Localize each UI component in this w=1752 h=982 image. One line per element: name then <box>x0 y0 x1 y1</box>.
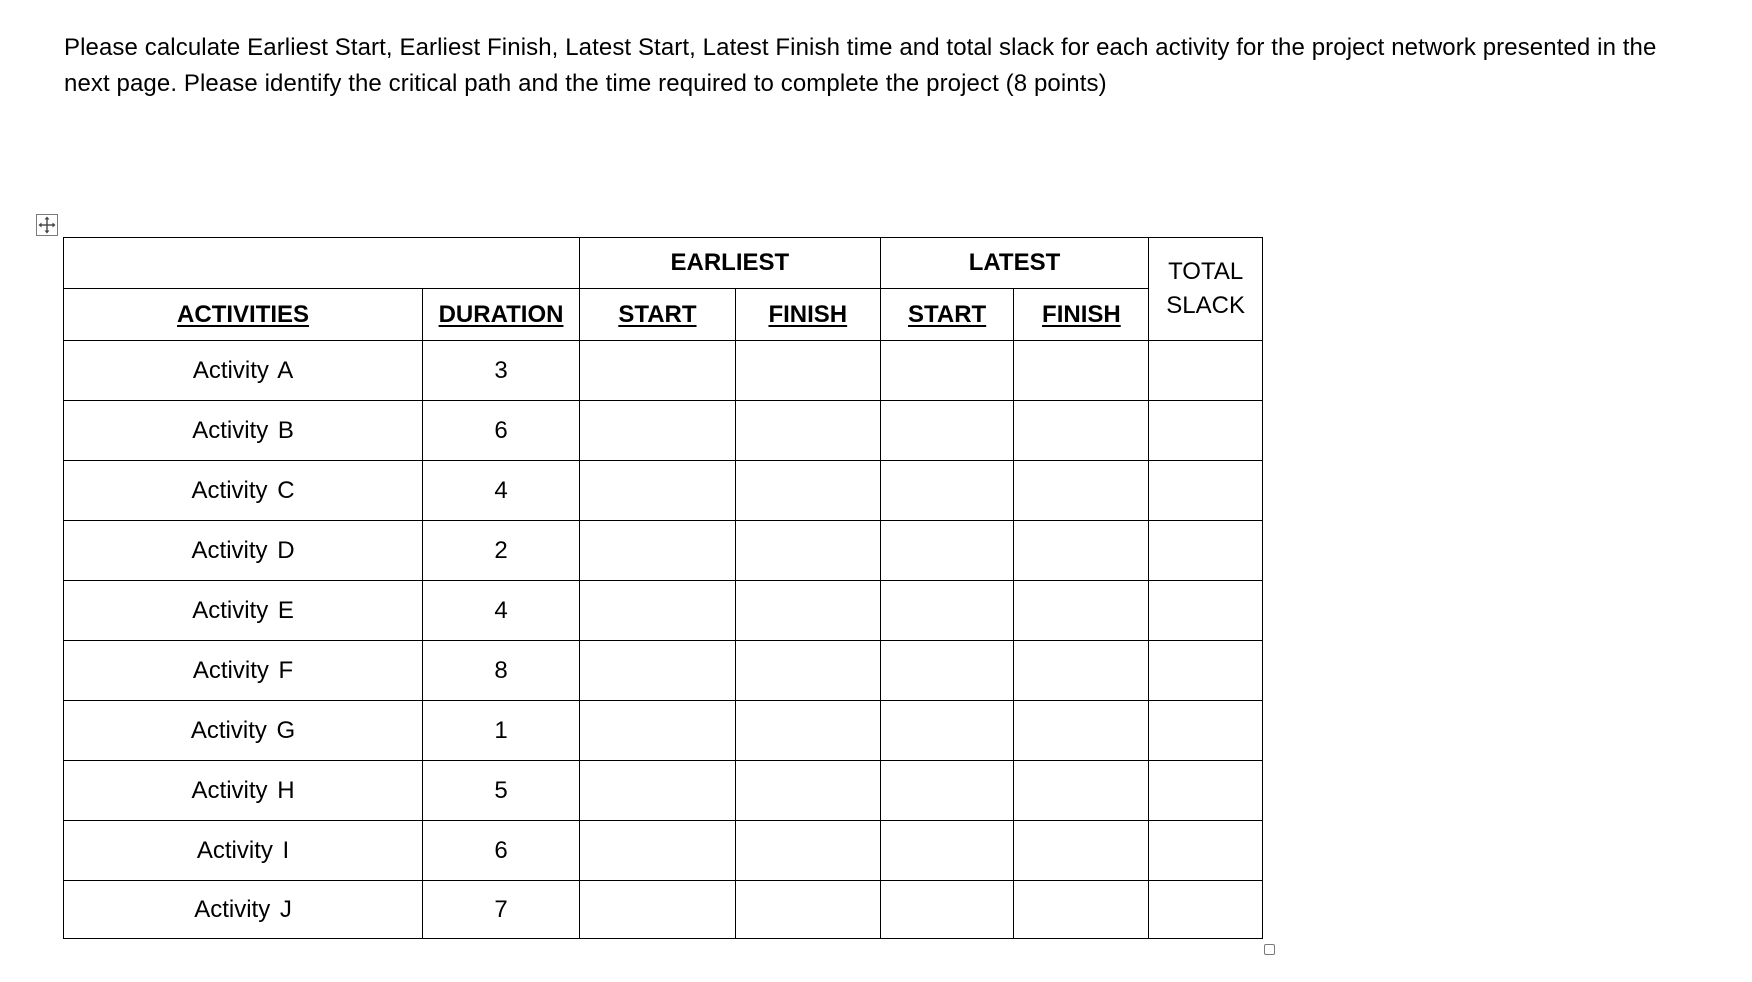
latest-finish-cell[interactable] <box>1014 461 1149 521</box>
table-row <box>64 581 1263 641</box>
total-slack-cell[interactable] <box>1149 761 1263 821</box>
activity-name-cell: Activity G <box>64 701 423 761</box>
duration-cell: 5 <box>423 761 580 821</box>
earliest-start-cell[interactable] <box>579 581 735 641</box>
table-row <box>64 881 1263 939</box>
table-row <box>64 461 1263 521</box>
earliest-finish-cell[interactable] <box>735 641 880 701</box>
table-row <box>64 761 1263 821</box>
earliest-finish-cell[interactable] <box>735 401 880 461</box>
duration-cell: 6 <box>423 821 580 881</box>
latest-finish-cell[interactable] <box>1014 581 1149 641</box>
activity-table <box>63 237 1263 939</box>
latest-finish-cell[interactable] <box>1014 521 1149 581</box>
total-slack-cell[interactable] <box>1149 341 1263 401</box>
earliest-start-cell[interactable] <box>579 401 735 461</box>
four-way-move-icon[interactable] <box>36 214 58 236</box>
earliest-finish-cell[interactable] <box>735 881 880 939</box>
earliest-finish-cell[interactable] <box>735 761 880 821</box>
duration-column-header: DURATION <box>423 289 580 341</box>
total-slack-cell[interactable] <box>1149 521 1263 581</box>
duration-cell: 7 <box>423 881 580 939</box>
activity-name-cell: Activity A <box>64 341 423 401</box>
earliest-start-cell[interactable] <box>579 341 735 401</box>
earliest-finish-cell[interactable] <box>735 461 880 521</box>
latest-start-cell[interactable] <box>880 341 1014 401</box>
earliest-start-cell[interactable] <box>579 761 735 821</box>
table-row <box>64 401 1263 461</box>
total-slack-cell[interactable] <box>1149 461 1263 521</box>
duration-cell: 4 <box>423 461 580 521</box>
latest-finish-cell[interactable] <box>1014 401 1149 461</box>
latest-start-cell[interactable] <box>880 701 1014 761</box>
activity-name-cell: Activity F <box>64 641 423 701</box>
latest-start-cell[interactable] <box>880 641 1014 701</box>
table-row <box>64 341 1263 401</box>
activity-name-cell: Activity I <box>64 821 423 881</box>
total-slack-cell[interactable] <box>1149 581 1263 641</box>
earliest-finish-cell[interactable] <box>735 701 880 761</box>
total-slack-cell[interactable] <box>1149 701 1263 761</box>
header-blank-cell <box>64 238 580 289</box>
earliest-start-cell[interactable] <box>579 461 735 521</box>
resize-square-icon[interactable] <box>1264 944 1275 955</box>
instructions-text: Please calculate Earliest Start, Earliest Finish, Latest Start, Latest Finish time and total slack for each activity for the project network presented in the next page. Please identify the critical path and the time required to complete the project (8 points) <box>64 34 1657 97</box>
table-row <box>64 521 1263 581</box>
latest-finish-cell[interactable] <box>1014 881 1149 939</box>
table-row <box>64 821 1263 881</box>
earliest-start-cell[interactable] <box>579 881 735 939</box>
latest-finish-cell[interactable] <box>1014 641 1149 701</box>
latest-finish-cell[interactable] <box>1014 341 1149 401</box>
earliest-finish-cell[interactable] <box>735 341 880 401</box>
activity-name-cell: Activity D <box>64 521 423 581</box>
latest-finish-column-header: FINISH <box>1014 289 1149 341</box>
duration-cell: 2 <box>423 521 580 581</box>
table-body <box>64 341 1263 939</box>
total-slack-line1: TOTAL <box>1168 258 1244 285</box>
latest-start-cell[interactable] <box>880 761 1014 821</box>
earliest-group-header: EARLIEST <box>579 238 880 289</box>
total-slack-cell[interactable] <box>1149 821 1263 881</box>
latest-finish-cell[interactable] <box>1014 701 1149 761</box>
earliest-start-column-header: START <box>579 289 735 341</box>
activities-column-header: ACTIVITIES <box>64 289 423 341</box>
table-row <box>64 641 1263 701</box>
total-slack-header <box>1149 238 1263 341</box>
latest-group-header: LATEST <box>880 238 1149 289</box>
earliest-start-cell[interactable] <box>579 701 735 761</box>
activity-name-cell: Activity H <box>64 761 423 821</box>
activity-name-cell: Activity C <box>64 461 423 521</box>
latest-start-cell[interactable] <box>880 881 1014 939</box>
earliest-start-cell[interactable] <box>579 821 735 881</box>
activity-name-cell: Activity B <box>64 401 423 461</box>
activity-name-cell: Activity E <box>64 581 423 641</box>
earliest-finish-cell[interactable] <box>735 581 880 641</box>
earliest-finish-column-header: FINISH <box>735 289 880 341</box>
latest-start-cell[interactable] <box>880 581 1014 641</box>
latest-start-cell[interactable] <box>880 401 1014 461</box>
total-slack-cell[interactable] <box>1149 641 1263 701</box>
latest-finish-cell[interactable] <box>1014 761 1149 821</box>
earliest-start-cell[interactable] <box>579 641 735 701</box>
duration-cell: 8 <box>423 641 580 701</box>
latest-start-cell[interactable] <box>880 521 1014 581</box>
earliest-finish-cell[interactable] <box>735 521 880 581</box>
total-slack-line2: SLACK <box>1166 292 1245 319</box>
latest-finish-cell[interactable] <box>1014 821 1149 881</box>
duration-cell: 3 <box>423 341 580 401</box>
total-slack-cell[interactable] <box>1149 401 1263 461</box>
earliest-finish-cell[interactable] <box>735 821 880 881</box>
duration-cell: 4 <box>423 581 580 641</box>
latest-start-cell[interactable] <box>880 821 1014 881</box>
latest-start-column-header: START <box>880 289 1014 341</box>
latest-start-cell[interactable] <box>880 461 1014 521</box>
table-row <box>64 701 1263 761</box>
total-slack-cell[interactable] <box>1149 881 1263 939</box>
activity-name-cell: Activity J <box>64 881 423 939</box>
duration-cell: 1 <box>423 701 580 761</box>
earliest-start-cell[interactable] <box>579 521 735 581</box>
duration-cell: 6 <box>423 401 580 461</box>
